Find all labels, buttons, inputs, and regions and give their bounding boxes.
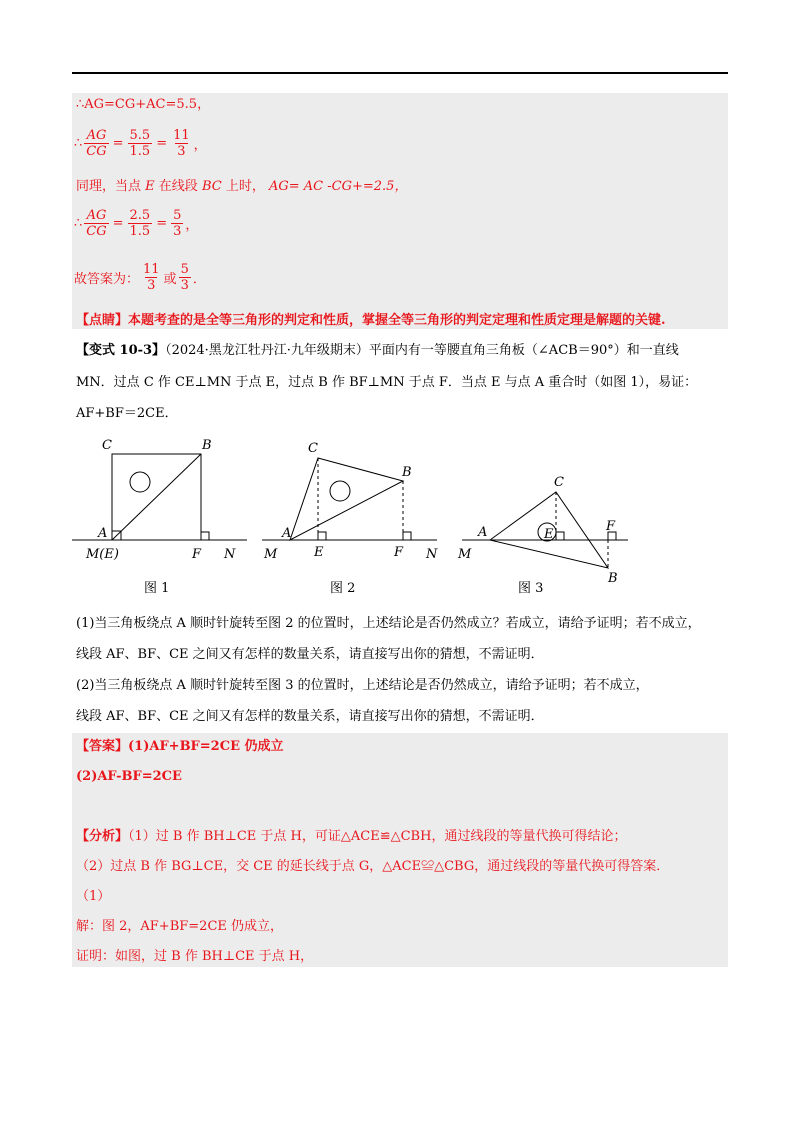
proof-line: 证明：如图，过 B 作 BH⊥CE 于点 H， <box>76 949 314 964</box>
fig3-label-a: A <box>478 525 488 540</box>
fig3-label-m: M <box>458 547 472 562</box>
fig3-label-f: F <box>606 519 616 534</box>
problem-tag: 【变式 10-3】 <box>76 343 166 358</box>
fig1-label-me: M(E) <box>86 547 119 562</box>
fig2-caption: 图 2 <box>330 581 356 596</box>
hypotenuse <box>112 454 201 540</box>
right-angle-mark <box>403 532 411 540</box>
analysis-text-1: （1）过 B 作 BH⊥CE 于点 H，可证△ACE≌△CBH，通过线段的等量代换可得结论； <box>128 829 627 844</box>
fig1-caption: 图 1 <box>144 581 170 596</box>
fraction-denominator: 3 <box>177 144 186 159</box>
fig2-label-e: E <box>314 545 324 560</box>
fraction-denominator: 1.5 <box>129 224 151 239</box>
right-angle-mark <box>318 532 326 540</box>
fig3-label-e: E <box>544 527 554 542</box>
analysis-line-1 <box>76 828 626 846</box>
question-2-line-1: (2)当三角板绕点 A 顺时针旋转至图 3 的位置时，上述结论是否仍然成立，请给予证明；若不成立， <box>76 678 649 693</box>
answer-tag: 【答案】 <box>76 739 129 754</box>
question-1-line-1: (1)当三角板绕点 A 顺时针旋转至图 2 的位置时，上述结论是否仍然成立？若成立，请给予证明；若不成立， <box>76 616 701 631</box>
equals-sign: = <box>156 216 168 231</box>
solution-line-1: ∴AG=CG+AC=5.5， <box>76 97 211 112</box>
fig2-label-a: A <box>282 526 292 541</box>
fig3-caption: 图 3 <box>518 581 544 596</box>
fig3-label-b: B <box>608 571 618 586</box>
punctuation: ， <box>185 218 199 233</box>
fig1-label-n: N <box>224 547 236 562</box>
triangle-hole <box>330 481 350 501</box>
question-2-line-2: 线段 AF、BF、CE 之间又有怎样的数量关系，请直接写出你的猜想，不需证明． <box>76 709 544 724</box>
fig1-label-f: F <box>192 547 202 562</box>
fraction-denominator: CG <box>86 144 107 159</box>
right-angle-mark <box>556 532 564 540</box>
therefore-symbol: ∴ <box>74 136 83 151</box>
equals-sign: = <box>112 136 124 151</box>
fig3-label-c: C <box>554 475 564 490</box>
comment-tag: 【点睛】 <box>76 313 129 328</box>
fraction-numerator: 5.5 <box>129 128 151 143</box>
figures-panel <box>72 432 672 602</box>
answer-statement <box>74 262 206 293</box>
or-word: 或 <box>163 272 177 287</box>
answer-text-1: (1)AF+BF=2CE 仍成立 <box>128 739 284 754</box>
equation-text: AG= AC -CG+=2.5， <box>269 179 408 194</box>
question-1-line-2: 线段 AF、BF、CE 之间又有怎样的数量关系，请直接写出你的猜想，不需证明． <box>76 647 544 662</box>
analysis-line-2: （2）过点 B 作 BG⊥CE，交 CE 的延长线于点 G，△ACE≌△CBG，通过线段的等量代换可得答案． <box>76 859 670 874</box>
punctuation: ， <box>193 138 207 153</box>
header-rule <box>72 72 728 74</box>
fraction-denominator: CG <box>86 224 107 239</box>
fraction-denominator: 1.5 <box>129 144 151 159</box>
fraction-equation-1 <box>74 128 207 159</box>
solution-line: 解：图 2，AF+BF=2CE 仍成立， <box>76 919 284 934</box>
comment-text: 本题考查的是全等三角形的判定和性质，掌握全等三角形的判定定理和性质定理是解题的关键. <box>128 313 666 328</box>
solution-part-1: （1） <box>76 889 111 904</box>
fraction-denominator: 3 <box>147 278 156 293</box>
fig1-label-c: C <box>102 438 112 453</box>
fraction-denominator: 3 <box>180 278 189 293</box>
equals-sign: = <box>156 136 168 151</box>
fraction-numerator: 5 <box>173 208 182 223</box>
comment-line <box>76 312 666 330</box>
fraction-numerator: AG <box>86 128 107 143</box>
fig2-label-m: M <box>264 547 278 562</box>
punctuation: ． <box>192 272 206 287</box>
fig1-label-b: B <box>202 438 212 453</box>
problem-text: （2024·黑龙江牡丹江·九年级期末）平面内有一等腰直角三角板（∠ACB＝90°）和一直线 <box>165 343 679 358</box>
fig1-label-a: A <box>98 526 108 541</box>
answer-line-2: (2)AF-BF=2CE <box>76 769 182 784</box>
problem-line-1 <box>76 342 679 360</box>
fig2-label-f: F <box>394 545 404 560</box>
answer-line-1 <box>76 738 284 756</box>
text-segment: 同理，当点 <box>76 179 142 194</box>
triangle-hole <box>130 472 150 492</box>
point-label: E <box>145 179 155 194</box>
problem-line-3: AF+BF＝2CE． <box>76 406 178 421</box>
fraction-numerator: 5 <box>180 262 189 277</box>
fraction-numerator: AG <box>86 208 107 223</box>
right-angle-mark <box>201 532 209 540</box>
fraction-equation-2 <box>74 208 198 239</box>
segment-label: BC <box>201 179 222 194</box>
fig2-label-b: B <box>402 465 412 480</box>
fraction-numerator: 2.5 <box>129 208 151 223</box>
fig2-label-n: N <box>426 547 438 562</box>
problem-line-2: MN．过点 C 作 CE⊥MN 于点 E，过点 B 作 BF⊥MN 于点 F．当点 E 与点 A 重合时（如图 1），易证： <box>76 375 698 390</box>
fig2-label-c: C <box>308 441 318 456</box>
analysis-tag: 【分析】 <box>76 829 129 844</box>
text-segment: 在线段 <box>158 179 198 194</box>
fraction-denominator: 3 <box>173 224 182 239</box>
therefore-symbol: ∴ <box>74 216 83 231</box>
text-segment: 上时， <box>225 179 265 194</box>
equals-sign: = <box>112 216 124 231</box>
answer-prefix: 故答案为： <box>74 272 140 287</box>
fraction-numerator: 11 <box>143 262 160 277</box>
fraction-numerator: 11 <box>173 128 190 143</box>
solution-line-3 <box>76 178 407 196</box>
